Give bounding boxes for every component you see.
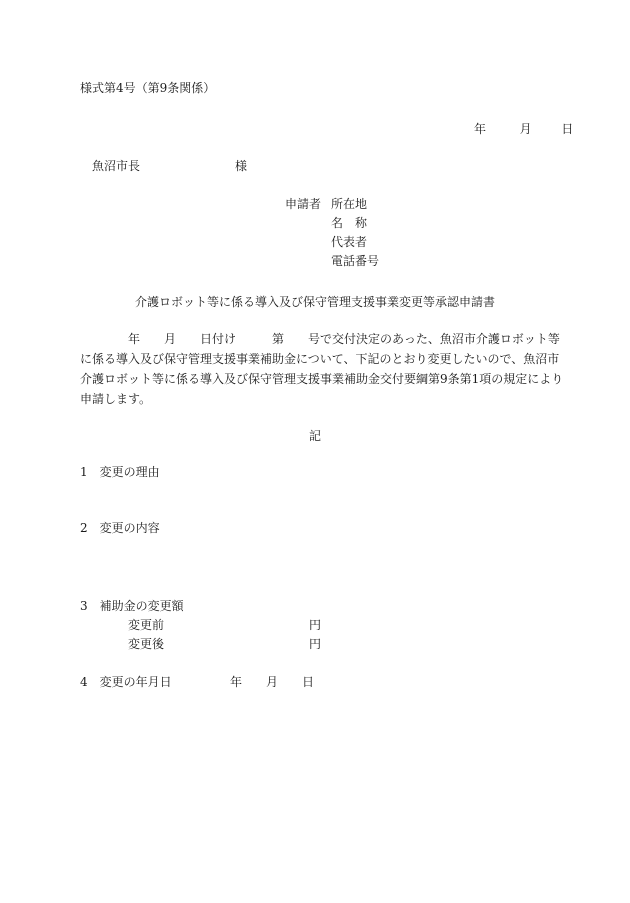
form-number-label: 様式第4号（第9条関係） [80, 81, 216, 95]
date-year: 年 [474, 122, 487, 136]
ki-heading: 記 [308, 429, 321, 443]
item-4-year: 年 [230, 675, 243, 689]
addressee-name: 魚沼市長 [92, 159, 141, 173]
after-change-yen: 円 [309, 637, 322, 651]
applicant-field-address: 所在地 [331, 197, 368, 211]
applicant-field-name: 名 称 [331, 216, 368, 230]
body-line: 介護ロボット等に係る導入及び保守管理支援事業補助金交付要綱第9条第1項の規定により [80, 372, 564, 386]
item-2-change-content: 2 変更の内容 [80, 521, 160, 535]
date-month: 月 [519, 122, 532, 136]
applicant-field-representative: 代表者 [331, 235, 368, 249]
body-line: 年 月 日付け 第 号で交付決定のあった、魚沼市介護ロボット等 [80, 332, 560, 346]
date-day: 日 [561, 122, 574, 136]
document-title: 介護ロボット等に係る導入及び保守管理支援事業変更等承認申請書 [134, 295, 495, 309]
before-change-yen: 円 [309, 618, 322, 632]
item-4-day: 日 [302, 675, 315, 689]
body-line: 申請します。 [80, 392, 152, 406]
applicant-label: 申請者 [285, 197, 322, 211]
item-1-change-reason: 1 変更の理由 [80, 465, 160, 479]
applicant-field-phone: 電話番号 [331, 254, 380, 268]
body-paragraph [80, 329, 564, 409]
before-change-label: 変更前 [128, 618, 165, 632]
body-line: に係る導入及び保守管理支援事業補助金について、下記のとおり変更したいので、魚沼市 [80, 352, 560, 366]
after-change-label: 変更後 [128, 637, 165, 651]
item-3-subsidy-change-amount: 3 補助金の変更額 [80, 599, 184, 613]
item-4-month: 月 [266, 675, 279, 689]
item-4-change-date: 4 変更の年月日 [80, 675, 172, 689]
addressee-honorific: 様 [235, 159, 248, 173]
date-line [474, 121, 573, 137]
